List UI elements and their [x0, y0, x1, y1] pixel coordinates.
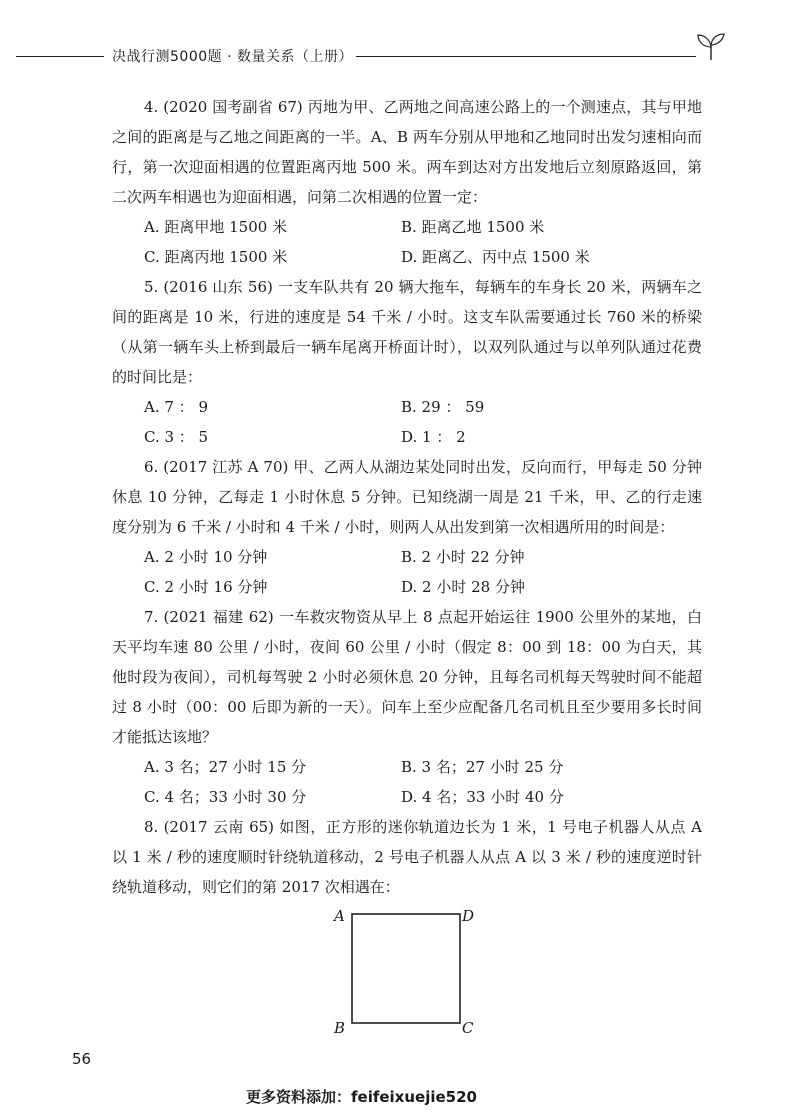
square-track-figure — [112, 904, 702, 1036]
vertex-c-label: C — [462, 1019, 474, 1037]
option-a: A. 3 名；27 小时 15 分 — [144, 758, 307, 776]
question-7-options — [112, 752, 702, 812]
question-6-options — [112, 542, 702, 602]
question-7: 7. (2021 福建 62) 一车救灾物资从早上 8 点起开始运往 1900 公里外的某地，白天平均车速 80 公里 / 小时，夜间 60 公里 / 小时（假定 8：00 到 18：00 为白天，其他时段为夜间），司机每驾驶 2 小时必须休息 20 分钟，且每名司机每天驾驶时间不能超过 8 小时（00：00 后即为新的一天）。问车上至少应配备几名司机且至少要用多长时间才能抵达该地？ — [112, 608, 702, 746]
option-a: A. 距离甲地 1500 米 — [144, 218, 288, 236]
option-c: C. 3 ： 5 — [144, 428, 209, 446]
running-header — [16, 44, 756, 68]
option-d: D. 4 名；33 小时 40 分 — [401, 788, 564, 806]
question-4-options — [112, 212, 702, 272]
option-d: D. 距离乙、丙中点 1500 米 — [401, 248, 590, 266]
book-title: 决战行测5000题 · 数量关系（上册） — [112, 49, 353, 65]
page-number: 56 — [72, 1050, 92, 1068]
option-c: C. 距离丙地 1500 米 — [144, 248, 288, 266]
option-d: D. 2 小时 28 分钟 — [401, 578, 525, 596]
question-4: 4. (2020 国考副省 67) 丙地为甲、乙两地之间高速公路上的一个测速点，其与甲地之间的距离是与乙地之间距离的一半。A、B 两车分别从甲地和乙地同时出发匀速相向而行，第一次迎面相遇的位置距离丙地 500 米。两车到达对方出发地后立刻原路返回，第二次两车相遇也为迎面相遇，问第二次相遇的位置一定： — [112, 98, 702, 206]
footer-note: 更多资料添加：feifeixuejie520 — [246, 1088, 477, 1106]
square-track — [330, 904, 470, 1036]
option-a: A. 2 小时 10 分钟 — [144, 548, 268, 566]
option-b: B. 2 小时 22 分钟 — [401, 548, 525, 566]
header-rule-right — [356, 56, 696, 57]
option-b: B. 3 名；27 小时 25 分 — [401, 758, 564, 776]
vertex-d-label: D — [462, 907, 475, 925]
question-5: 5. (2016 山东 56) 一支车队共有 20 辆大拖车，每辆车的车身长 20 米，两辆车之间的距离是 10 米，行进的速度是 54 千米 / 小时。这支车队需要通过长 760 米的桥梁（从第一辆车头上桥到最后一辆车尾离开桥面计时），以双列队通过与以单列队通过花费的时间比是： — [112, 278, 702, 386]
vertex-b-label: B — [334, 1019, 346, 1037]
option-b: B. 距离乙地 1500 米 — [401, 218, 545, 236]
question-8: 8. (2017 云南 65) 如图，正方形的迷你轨道边长为 1 米，1 号电子机器人从点 A 以 1 米 / 秒的速度顺时针绕轨道移动，2 号电子机器人从点 A 以 3 米 / 秒的速度逆时针绕轨道移动，则它们的第 2017 次相遇在： — [112, 818, 702, 896]
option-d: D. 1 ： 2 — [401, 428, 466, 446]
page-content — [112, 92, 702, 1036]
vertex-a-label: A — [334, 907, 345, 925]
option-c: C. 2 小时 16 分钟 — [144, 578, 268, 596]
option-c: C. 4 名；33 小时 30 分 — [144, 788, 307, 806]
option-b: B. 29 ： 59 — [401, 398, 485, 416]
sprout-icon — [694, 32, 728, 62]
header-rule-left — [16, 56, 104, 57]
option-a: A. 7 ： 9 — [144, 398, 208, 416]
question-5-options — [112, 392, 702, 452]
question-6: 6. (2017 江苏 A 70) 甲、乙两人从湖边某处同时出发，反向而行，甲每走 50 分钟休息 10 分钟，乙每走 1 小时休息 5 分钟。已知绕湖一周是 21 千米，甲、乙的行走速度分别为 6 千米 / 小时和 4 千米 / 小时，则两人从出发到第一次相遇所用的时间是： — [112, 458, 702, 536]
